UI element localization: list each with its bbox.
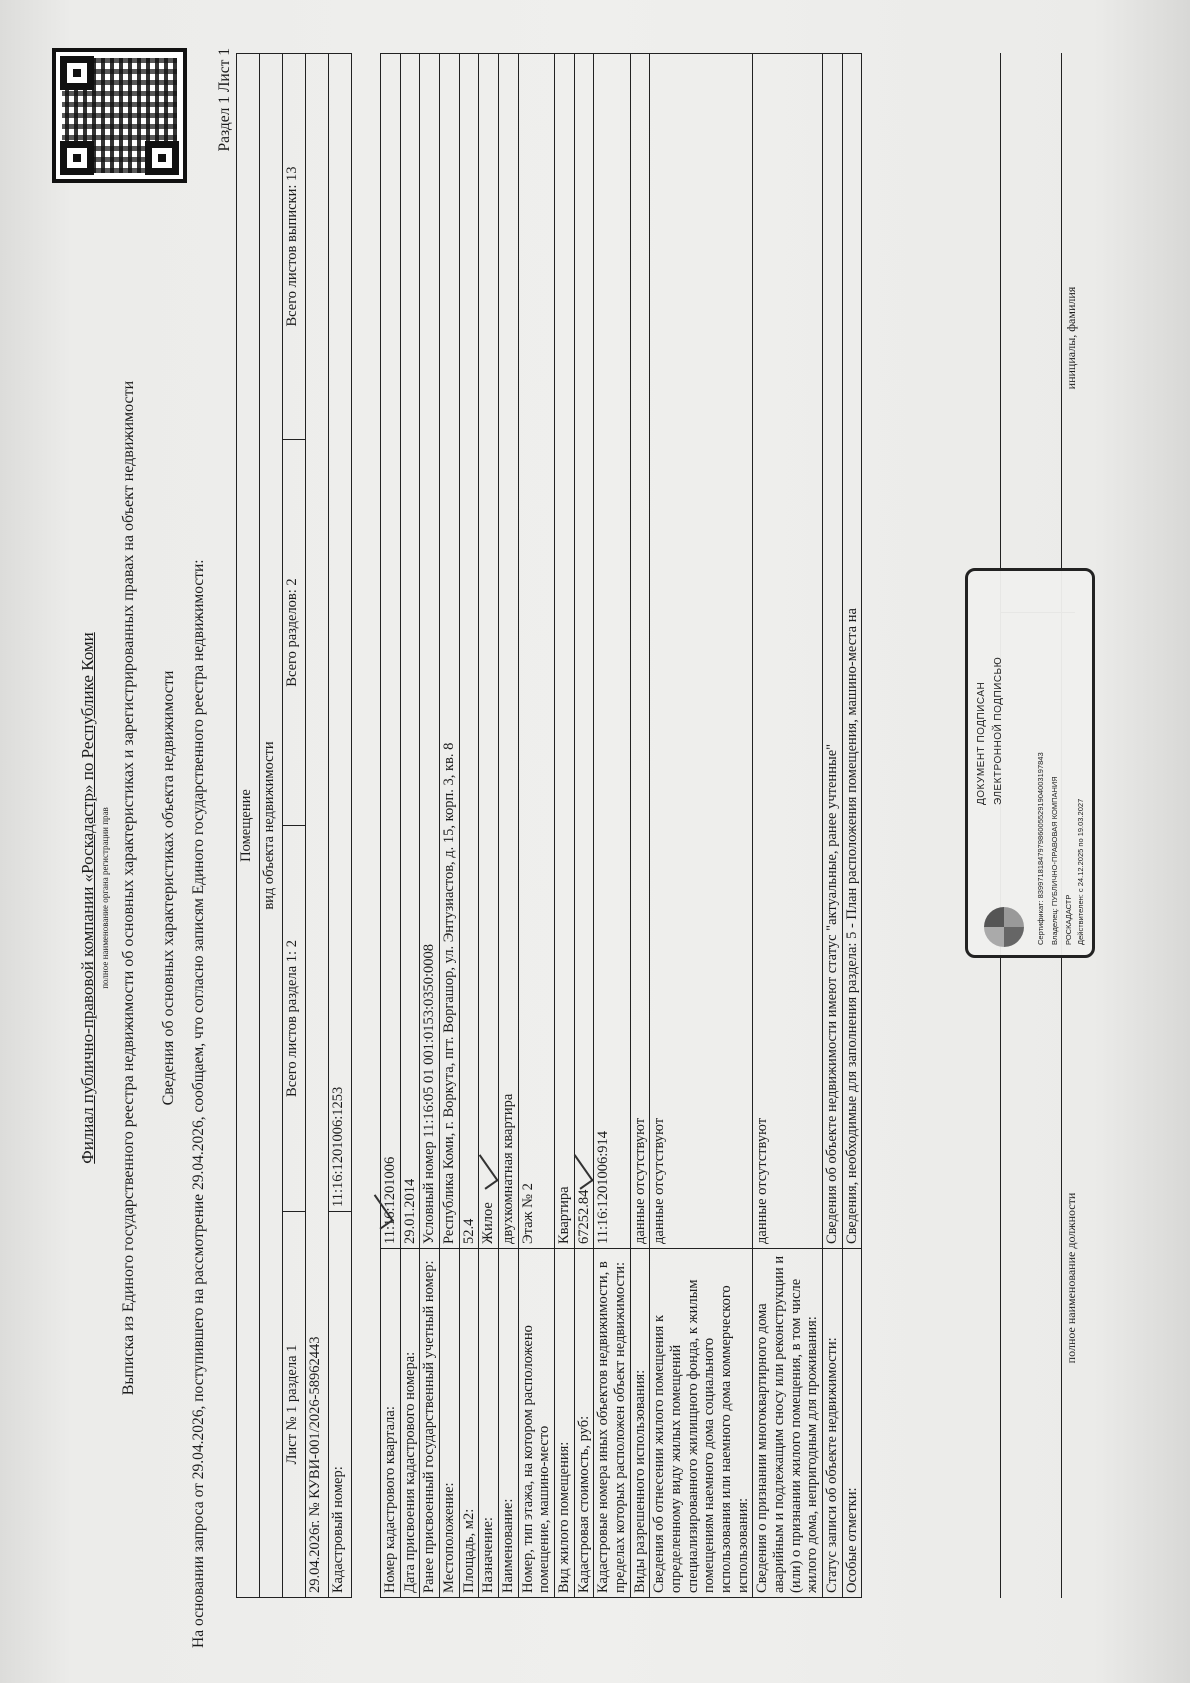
row-value: 29.01.2014 [400, 54, 420, 1249]
row-label: Местоположение: [440, 1249, 460, 1598]
sheets-in-section: Всего листов раздела 1: 2 [283, 826, 306, 1212]
stamp-owner2: РОСКАДАСТР [1064, 894, 1073, 945]
table-row [574, 54, 594, 1598]
row-label: Назначение: [479, 1249, 499, 1598]
rotated-document [50, 48, 1130, 1648]
table-row [400, 54, 420, 1598]
table-row [753, 54, 823, 1598]
table-row [459, 54, 479, 1598]
row-value: Жилое [479, 54, 499, 1249]
row-value: 52.4 [459, 54, 479, 1249]
stamp-line2: ЭЛЕКТРОННОЙ ПОДПИСЬЮ [993, 656, 1004, 805]
row-label: Ранее присвоенный государственный учетный номер: [420, 1249, 440, 1598]
row-label: Площадь, м2: [459, 1249, 479, 1598]
stamp-owner: Владелец: ПУБЛИЧНО-ПРАВОВАЯ КОМПАНИЯ [1050, 776, 1059, 945]
row-label: Номер, тип этажа, на котором расположено помещение, машино-место [518, 1249, 554, 1598]
row-label: Кадастровая стоимость, руб: [574, 1249, 594, 1598]
intro-text: На основании запроса от 29.04.2026, поступившего на рассмотрение 29.04.2026, сообщаем, что согласно записям Единого государственного реестра недвижимости: [190, 559, 207, 1648]
row-label: Сведения о признании многоквартирного дома аварийным и подлежащим сносу или реконструкции и (или) о признании жилого помещения, в том числе жилого дома, непригодным для проживания: [753, 1249, 823, 1598]
table-row [420, 54, 440, 1598]
sheets-total: Всего листов выписки: 13 [283, 54, 306, 440]
sections-total: Всего разделов: 2 [283, 440, 306, 826]
section-label: Раздел 1 Лист 1 [216, 48, 233, 152]
row-value: 67252.84 [574, 54, 594, 1249]
row-label: Кадастровые номера иных объектов недвижимости, в пределах которых расположен объект недвижимости: [594, 1249, 630, 1598]
document-title: Выписка из Единого государственного реестра недвижимости об основных характеристиках и зарегистрированных правах на объект недвижимости [120, 380, 137, 1396]
row-value: данные отсутствуют [753, 54, 823, 1249]
roskadastr-logo-icon [984, 907, 1024, 947]
header-table [236, 53, 352, 1598]
table-row [440, 54, 460, 1598]
row-value: данные отсутствуют [650, 54, 753, 1249]
row-label: Особые отметки: [842, 1249, 862, 1598]
table-row [842, 54, 862, 1598]
row-label: Наименование: [499, 1249, 519, 1598]
signature-position-caption: полное наименование должности [1064, 1192, 1078, 1364]
table-row [630, 54, 650, 1598]
stamp-line1: ДОКУМЕНТ ПОДПИСАН [976, 681, 987, 805]
row-value: 11:16:1201006 [381, 54, 401, 1249]
row-value: двухкомнатная квартира [499, 54, 519, 1249]
row-label: Статус записи об объекте недвижимости: [823, 1249, 843, 1598]
org-sub-caption: полное наименование органа регистрации прав [100, 807, 110, 989]
org-name: Филиал публично-правовой компании «Роскадастр» по Республике Коми [78, 632, 97, 1164]
row-label: Виды разрешенного использования: [630, 1249, 650, 1598]
stamp-cert: Сертификат: 83997181847979860055291904003197843 [1036, 752, 1045, 945]
row-label: Дата присвоения кадастрового номера: [400, 1249, 420, 1598]
row-value: 11:16:1201006:914 [594, 54, 630, 1249]
table-row [518, 54, 554, 1598]
row-value: данные отсутствуют [630, 54, 650, 1249]
row-value: Республика Коми, г. Воркута, пгт. Воргашор, ул. Энтузиастов, д. 15, корп. 3, кв. 8 [440, 54, 460, 1249]
table-row [594, 54, 630, 1598]
cadastral-value: 11:16:1201006:1253 [329, 54, 352, 1212]
row-value: Квартира [555, 54, 575, 1249]
document-subtitle: Сведения об основных характеристиках объекта недвижимости [160, 670, 177, 1106]
table-row [823, 54, 843, 1598]
row-label: Сведения об отнесении жилого помещения к определенному виду жилых помещений специализированного жилищного фонда, к жилым помещениям наемного дома социального использования или наемного дома коммерческого использования: [650, 1249, 753, 1598]
row-value: Сведения об объекте недвижимости имеют статус "актуальные, ранее учтенные" [823, 54, 843, 1249]
cadastral-label: Кадастровый номер: [329, 1212, 352, 1598]
date-number: 29.04.2026г. № КУВИ-001/2026-58962443 [306, 54, 329, 1598]
object-type-caption: вид объекта недвижимости [260, 54, 283, 1598]
table-row [650, 54, 753, 1598]
qr-code-icon [52, 48, 187, 183]
row-value: Условный номер 11:16:05 01 001:0153:0350:0008 [420, 54, 440, 1249]
table-row [499, 54, 519, 1598]
stamp-valid: Действителен: с 24.12.2025 по 19.03.2027 [1076, 798, 1085, 945]
characteristics-table [380, 53, 862, 1598]
table-row [555, 54, 575, 1598]
row-label: Номер кадастрового квартала: [381, 1249, 401, 1598]
object-type: Помещение [237, 54, 260, 1598]
signature-name-caption: инициалы, фамилия [1064, 286, 1078, 390]
row-label: Вид жилого помещения: [555, 1249, 575, 1598]
electronic-signature-stamp [965, 568, 1095, 958]
row-value: Этаж № 2 [518, 54, 554, 1249]
table-row [479, 54, 499, 1598]
sheet-number: Лист № 1 раздела 1 [283, 1212, 306, 1598]
row-value: Сведения, необходимые для заполнения раздела: 5 - План расположения помещения, машино-места на [842, 54, 862, 1249]
table-row [381, 54, 401, 1598]
